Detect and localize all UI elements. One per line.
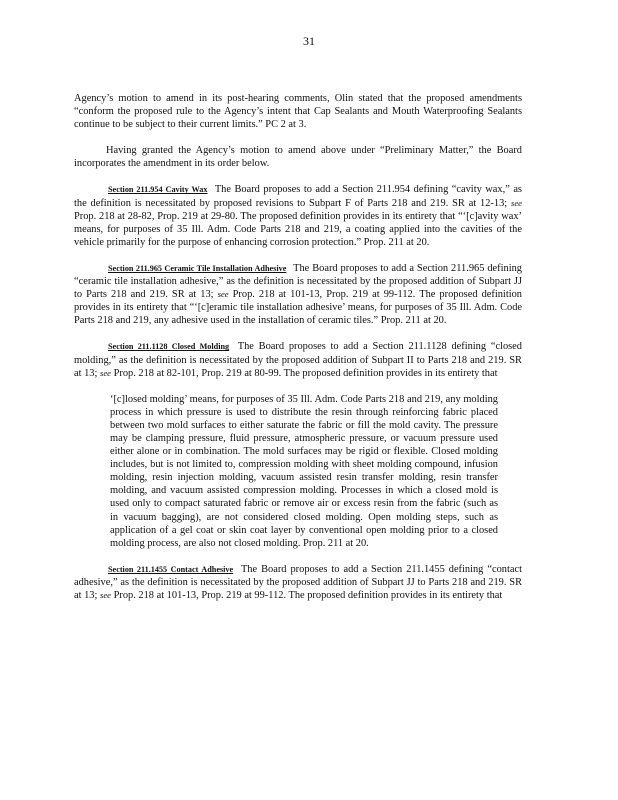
section-heading: Section 211.1128 Closed Molding [108, 342, 230, 352]
citation-signal: see [511, 197, 522, 208]
paragraph-amendment: Having granted the Agency’s motion to amend above under “Preliminary Matter,” the Board incorporates the amendment in its order below. [74, 145, 522, 170]
section-cavity-wax [74, 183, 522, 248]
section-heading: Section 211.1455 Contact Adhesive [108, 564, 234, 574]
citation-signal: see [99, 367, 111, 378]
page-number: 31 [303, 34, 315, 48]
section-contact-adhesive [74, 563, 522, 602]
section-text: Prop. 218 at 101-13, Prop. 219 at 99-112. The proposed definition provides in its entirety that [113, 590, 503, 601]
section-text: The Board proposes to add a Section 211.954 defining “cavity wax,” as the definition is necessitated by proposed revisions to Subpart F of Parts 218 and 219. SR at 12-13; [74, 184, 522, 209]
section-text: The Board proposes to add a Section 211.965 defining “ceramic tile installation adhesive,” as the definition is necessitated by the proposed addition of Subpart JJ to Parts 218 and 219. SR at 13; [74, 262, 522, 301]
section-text: The Board proposes to add a Section 211.1455 defining “contact adhesive,” as the definition is necessitated by the proposed addition of Subpart JJ to Parts 218 and 219. SR at 13; [74, 563, 522, 601]
section-ceramic-tile-adhesive [74, 262, 522, 327]
section-heading: Section 211.954 Cavity Wax [108, 185, 208, 195]
section-text: Prop. 218 at 101-13, Prop. 219 at 99-112. The proposed definition provides in its entirety that “‘[c]eramic tile installation adhesive’ means, for purposes of 35 Ill. Adm. Code Parts 218 and 219, any adhesive used in the installation of ceramic tiles.” Prop. 211 at 20. [74, 289, 522, 327]
section-text: The Board proposes to add a Section 211.1128 defining “closed molding,” as the definition is necessitated by the proposed addition of Subpart II to Parts 218 and 219. SR at 13; [74, 341, 522, 379]
section-closed-molding [74, 340, 522, 379]
citation-signal: see [99, 590, 111, 600]
block-quote-closed-molding: ‘[c]losed molding’ means, for purposes of 35 Ill. Adm. Code Parts 218 and 219, any molding process in which pressure is used to distribute the resin through reinforcing fabric placed between two mold surfaces to either saturate the fabric or fill the mold cavity. The pressure may be clamping pressure, fluid pressure, atmospheric pressure, or vacuum pressure used either alone or in combination. The mold surfaces may be rigid or flexible. Closed molding includes, but is not limited to, compression molding with sheet molding compound, infusion molding, resin injection molding, vacuum assisted resin transfer molding, resin transfer molding, and vacuum assisted compression molding. Processes in which a closed mold is used only to compact saturated fabric or remove air or excess resin from the fabric (such as in vacuum bagging), are not considered closed molding. Open molding steps, such as application of a gel coat or skin coat layer by conventional open molding prior to a closed molding process, are also not closed molding. Prop. 211 at 20. [110, 393, 498, 549]
citation-signal: see [217, 289, 229, 300]
section-text: Prop. 218 at 28-82, Prop. 219 at 29-80. The proposed definition provides in its entirety that “‘[c]avity wax’ means, for purposes of 35 Ill. Adm. Code Parts 218 and 219, a coating applied into the cavities of the vehicle primarily for the purpose of enhancing corrosion protection.” Prop. 211 at 20. [74, 210, 522, 248]
document-body [74, 92, 522, 615]
section-heading: Section 211.965 Ceramic Tile Installation Adhesive [108, 263, 287, 273]
section-text: Prop. 218 at 82-101, Prop. 219 at 80-99. The proposed definition provides in its entirety that [113, 367, 498, 379]
paragraph-olin-comments: Agency’s motion to amend in its post-hearing comments, Olin stated that the proposed amendments “conform the proposed rule to the Agency’s intent that Cap Sealants and Mouth Waterproofing Sealants continue to be subject to their current limits.” PC 2 at 3. [74, 93, 522, 131]
